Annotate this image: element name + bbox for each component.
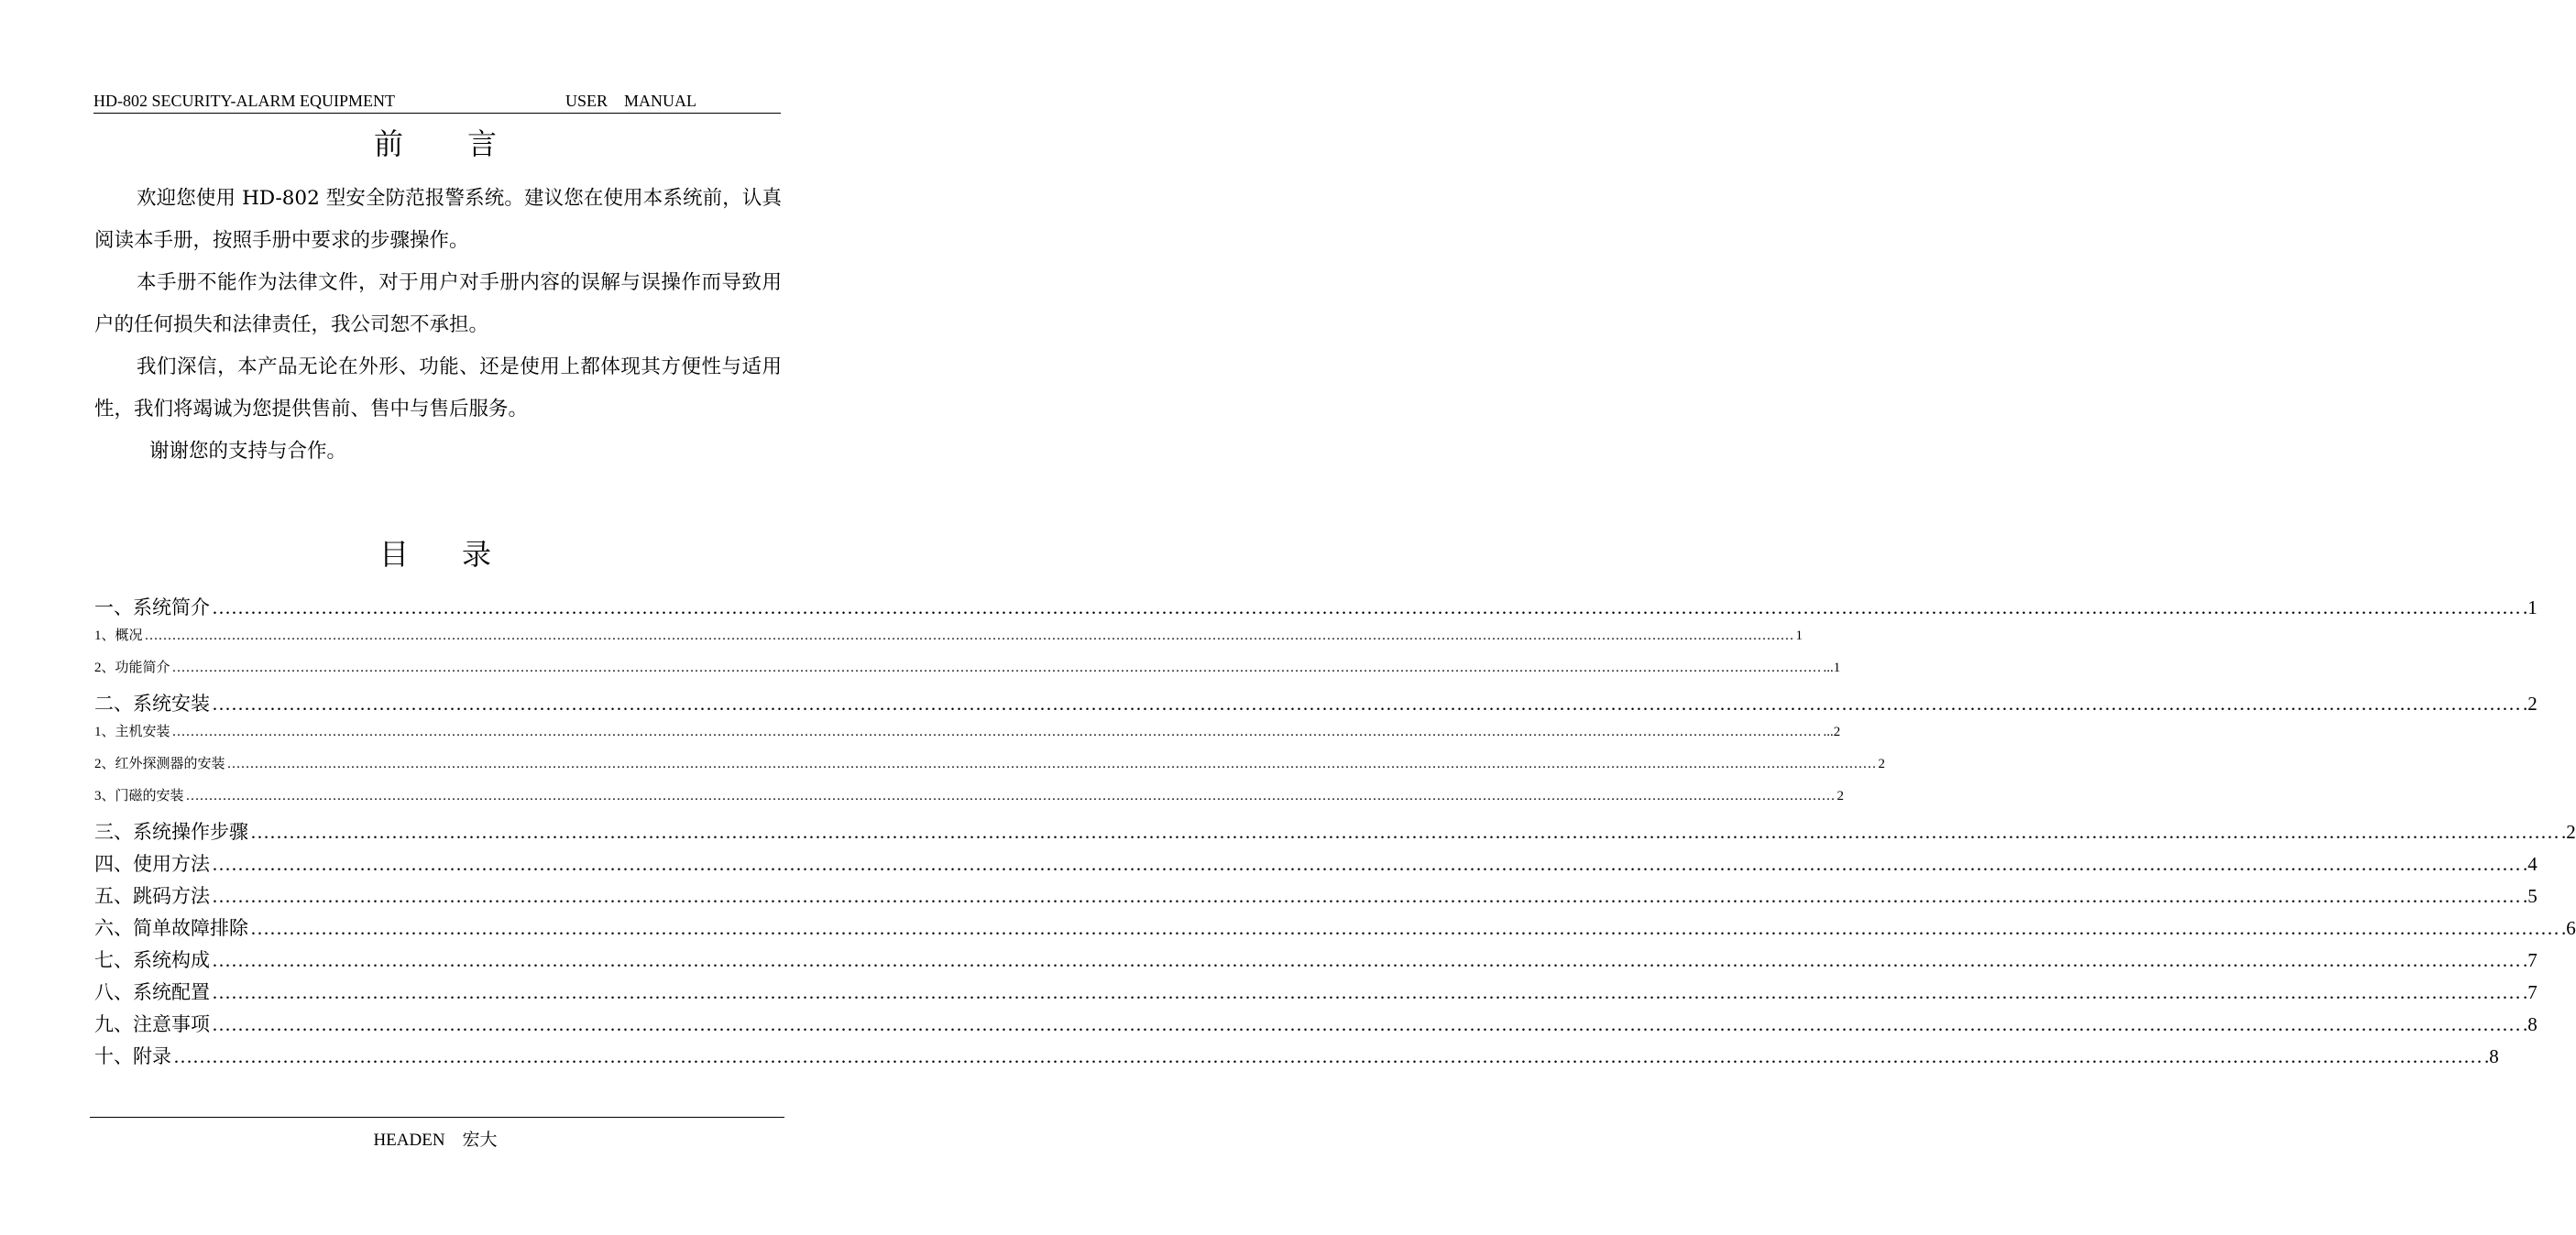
toc-entry[interactable] bbox=[94, 657, 1841, 689]
toc-leader-dots: ……………………………………………………………………………………………………………………………………………………………………………………………………………………………………………………………………………………………………………………………… bbox=[250, 821, 2560, 843]
toc-leader-dots: ……………………………………………………………………………………………………………………………………………………………………………………………………………………………………………………………………………………………………………………………… bbox=[212, 693, 2521, 715]
toc-entry-label: 四、使用方法 bbox=[94, 853, 210, 875]
toc-entry[interactable] bbox=[94, 978, 2538, 1010]
toc-entry[interactable] bbox=[94, 945, 2538, 978]
header-title: HD-802 SECURITY-ALARM EQUIPMENT bbox=[93, 92, 395, 110]
toc-leader-dots: ……………………………………………………………………………………………………………………………………………………………………………………………………………………………………………………………………………………………………………………………… bbox=[212, 596, 2521, 618]
preface-paragraph: 本手册不能作为法律文件，对于用户对手册内容的误解与误操作而导致用户的任何损失和法律责任，我公司恕不承担。 bbox=[94, 271, 782, 336]
toc-entry-label: 九、注意事项 bbox=[94, 1013, 210, 1035]
toc-entry-page: ...1 bbox=[1823, 661, 1841, 675]
footer-text: HEADEN 宏大 bbox=[373, 1131, 498, 1150]
toc-entry-page: ...2 bbox=[1823, 725, 1841, 739]
toc-entry[interactable] bbox=[94, 849, 2538, 881]
toc-entry-label: 五、跳码方法 bbox=[94, 885, 210, 907]
toc-entry[interactable] bbox=[94, 1010, 2538, 1042]
header-manual-label: USER MANUAL bbox=[565, 92, 697, 110]
toc-entry[interactable] bbox=[94, 913, 2576, 945]
toc-entry-page: .8 bbox=[2484, 1045, 2499, 1067]
preface-paragraph: 我们深信，本产品无论在外形、功能、还是使用上都体现其方便性与适用性，我们将竭诚为您提供售前、售中与售后服务。 bbox=[94, 355, 782, 421]
toc-entry-label: 1、概况 bbox=[94, 628, 143, 643]
toc-leader-dots: ……………………………………………………………………………………………………………………………………………………………………………………………………………………………………………………………………………………………………………………………… bbox=[171, 661, 1822, 675]
toc-entry[interactable] bbox=[94, 817, 2576, 849]
toc-entry[interactable] bbox=[94, 593, 2538, 625]
preface-paragraph: 欢迎您使用 HD-802 型安全防范报警系统。建议您在使用本系统前，认真阅读本手册，按照手册中要求的步骤操作。 bbox=[94, 187, 782, 252]
toc-entry-page: .2 bbox=[2523, 693, 2538, 715]
toc-entry-label: 1、主机安装 bbox=[94, 725, 170, 739]
preface-heading-char-1: 前 bbox=[373, 126, 403, 161]
toc-entry[interactable] bbox=[94, 689, 2538, 721]
toc-entry-page: .4 bbox=[2523, 853, 2538, 875]
toc-entry-page: 2 bbox=[1836, 789, 1845, 803]
toc-entry-page: .5 bbox=[2523, 885, 2538, 907]
running-header bbox=[93, 92, 781, 114]
toc-entry-label: 3、门磁的安装 bbox=[94, 789, 184, 803]
toc-leader-dots: ……………………………………………………………………………………………………………………………………………………………………………………………………………………………………………………………………………………………………………………………… bbox=[226, 757, 1877, 771]
toc-entry-label: 三、系统操作步骤 bbox=[94, 821, 248, 843]
toc-leader-dots: ……………………………………………………………………………………………………………………………………………………………………………………………………………………………………………………………………………………………………………………………… bbox=[144, 628, 1794, 643]
toc-entry-label: 二、系统安装 bbox=[94, 693, 210, 715]
toc-entry[interactable] bbox=[94, 1042, 2499, 1074]
preface-heading bbox=[0, 121, 871, 163]
toc-leader-dots: ……………………………………………………………………………………………………………………………………………………………………………………………………………………………………………………………………………………………………………………………… bbox=[185, 789, 1836, 803]
toc-entry-label: 2、红外探测器的安装 bbox=[94, 757, 225, 771]
toc-entry[interactable] bbox=[94, 785, 1845, 817]
toc-entry-page: .7 bbox=[2523, 981, 2538, 1003]
toc-entry[interactable] bbox=[94, 881, 2538, 913]
toc-leader-dots: ……………………………………………………………………………………………………………………………………………………………………………………………………………………………………………………………………………………………………………………………… bbox=[212, 949, 2521, 971]
toc-entry-page: 2 bbox=[1878, 757, 1886, 771]
footer-rule bbox=[90, 1117, 784, 1118]
toc-entry[interactable] bbox=[94, 625, 1803, 657]
preface-heading-char-2: 言 bbox=[467, 126, 498, 161]
toc-entry-page: .1 bbox=[2523, 596, 2538, 618]
toc-heading bbox=[0, 531, 871, 574]
toc-entry-page: .7 bbox=[2523, 949, 2538, 971]
toc-entry[interactable] bbox=[94, 721, 1841, 753]
toc-leader-dots: ……………………………………………………………………………………………………………………………………………………………………………………………………………………………………………………………………………………………………………………………… bbox=[171, 725, 1822, 739]
preface-body bbox=[94, 178, 782, 473]
toc-leader-dots: ……………………………………………………………………………………………………………………………………………………………………………………………………………………………………………………………………………………………………………………………… bbox=[173, 1045, 2483, 1067]
toc-leader-dots: ……………………………………………………………………………………………………………………………………………………………………………………………………………………………………………………………………………………………………………………………… bbox=[212, 885, 2521, 907]
toc-entry-page: .6 bbox=[2561, 917, 2576, 939]
toc-heading-char-1: 目 bbox=[378, 537, 409, 572]
toc-leader-dots: ……………………………………………………………………………………………………………………………………………………………………………………………………………………………………………………………………………………………………………………………… bbox=[250, 917, 2560, 939]
toc-entry[interactable] bbox=[94, 753, 1886, 785]
preface-thanks: 谢谢您的支持与合作。 bbox=[149, 440, 347, 463]
toc-leader-dots: ……………………………………………………………………………………………………………………………………………………………………………………………………………………………………………………………………………………………………………………………… bbox=[212, 1013, 2521, 1035]
toc-leader-dots: ……………………………………………………………………………………………………………………………………………………………………………………………………………………………………………………………………………………………………………………………… bbox=[212, 853, 2521, 875]
toc-entry-label: 一、系统简介 bbox=[94, 596, 210, 618]
toc-entry-label: 六、简单故障排除 bbox=[94, 917, 248, 939]
toc-entry-label: 十、附录 bbox=[94, 1045, 171, 1067]
toc-entry-label: 七、系统构成 bbox=[94, 949, 210, 971]
toc-entry-label: 2、功能简介 bbox=[94, 661, 170, 675]
table-of-contents bbox=[94, 593, 2576, 1074]
toc-entry-page: .2 bbox=[2561, 821, 2576, 843]
toc-entry-page: .8 bbox=[2523, 1013, 2538, 1035]
toc-entry-page: 1 bbox=[1795, 628, 1803, 643]
toc-entry-label: 八、系统配置 bbox=[94, 981, 210, 1003]
toc-leader-dots: ……………………………………………………………………………………………………………………………………………………………………………………………………………………………………………………………………………………………………………………………… bbox=[212, 981, 2521, 1003]
toc-heading-char-2: 录 bbox=[462, 537, 492, 572]
